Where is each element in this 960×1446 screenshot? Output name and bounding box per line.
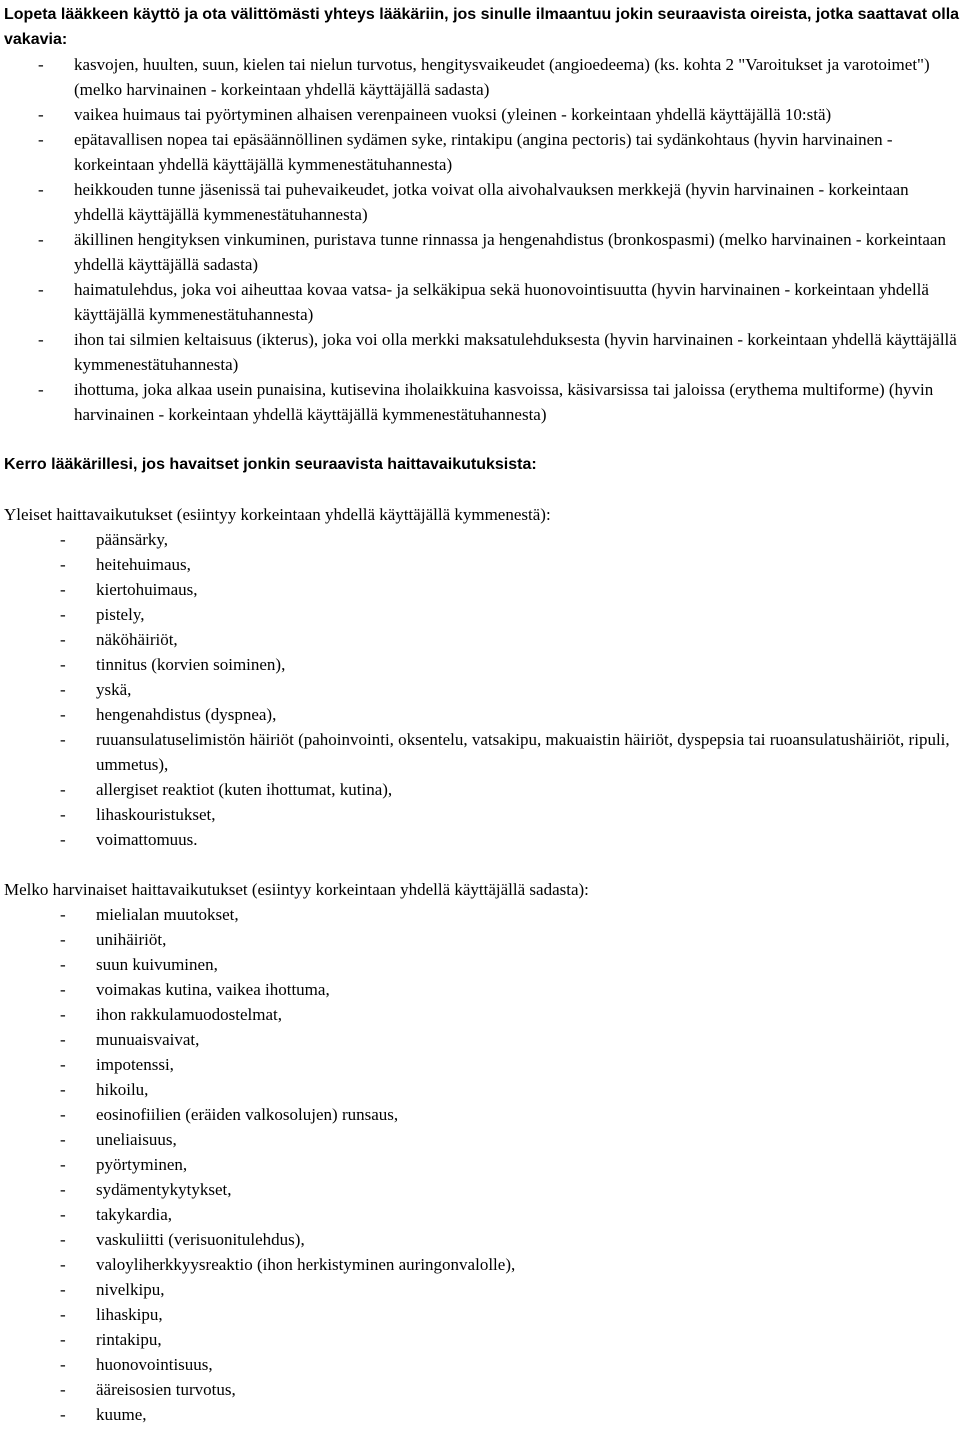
uncommon-side-effects-list [4,902,960,1427]
list-item [4,377,960,427]
list-item-text: heitehuimaus, [96,555,191,574]
list-item [4,777,960,802]
list-item [4,227,960,277]
list-dash: - [60,1355,66,1374]
common-side-effects-list [4,527,960,852]
list-item-text: ääreisosien turvotus, [96,1380,236,1399]
list-dash: - [60,1005,66,1024]
list-item [4,552,960,577]
list-item-text: hengenahdistus (dyspnea), [96,705,277,724]
list-item [4,1302,960,1327]
list-dash: - [60,930,66,949]
list-dash: - [60,680,66,699]
list-item-text: eosinofiilien (eräiden valkosolujen) runsaus, [96,1105,399,1124]
list-item [4,827,960,852]
list-item-text: voimattomuus. [96,830,198,849]
list-dash: - [60,1280,66,1299]
list-dash: - [60,905,66,924]
list-item [4,902,960,927]
list-item-text: munuaisvaivat, [96,1030,200,1049]
list-dash: - [38,230,44,249]
list-dash: - [60,1130,66,1149]
list-dash: - [60,580,66,599]
list-dash: - [60,1330,66,1349]
list-item-text: suun kuivuminen, [96,955,218,974]
list-item-text: impotenssi, [96,1055,174,1074]
list-item [4,1327,960,1352]
list-item [4,1027,960,1052]
list-dash: - [60,1055,66,1074]
list-dash: - [60,1080,66,1099]
list-item [4,977,960,1002]
list-item [4,1277,960,1302]
list-item [4,1127,960,1152]
list-item-text: päänsärky, [96,530,169,549]
list-item [4,1152,960,1177]
list-item-text: hikoilu, [96,1080,149,1099]
list-item [4,1077,960,1102]
list-item-text: tinnitus (korvien soiminen), [96,655,286,674]
list-item [4,1227,960,1252]
list-item-text: ihon rakkulamuodostelmat, [96,1005,283,1024]
list-item [4,677,960,702]
list-item [4,177,960,227]
list-item [4,577,960,602]
list-item-text: rintakipu, [96,1330,162,1349]
common-side-effects-title: Yleiset haittavaikutukset (esiintyy korkeintaan yhdellä käyttäjällä kymmenestä): [4,505,551,524]
list-item [4,627,960,652]
list-dash: - [60,1230,66,1249]
stop-medication-heading: Lopeta lääkkeen käyttö ja ota välittömästi yhteys lääkäriin, jos sinulle ilmaantuu jokin seuraavista oireista, jotka saattavat olla vakavia: [4,6,960,48]
list-item-text: pistely, [96,605,145,624]
list-item-text: haimatulehdus, joka voi aiheuttaa kovaa vatsa- ja selkäkipua sekä huonovointisuutta (hyvin harvinainen - korkeintaan yhdellä käyttäjällä kymmenestätuhannesta) [74,280,929,324]
list-item [4,652,960,677]
list-dash: - [38,180,44,199]
list-item [4,927,960,952]
list-dash: - [60,1205,66,1224]
list-dash: - [60,1305,66,1324]
list-dash: - [60,1380,66,1399]
list-dash: - [60,1255,66,1274]
list-item-text: yskä, [96,680,132,699]
list-dash: - [38,330,44,349]
list-item-text: nivelkipu, [96,1280,165,1299]
list-item-text: vaskuliitti (verisuonitulehdus), [96,1230,305,1249]
list-item-text: uneliaisuus, [96,1130,177,1149]
list-item [4,1377,960,1402]
list-dash: - [60,830,66,849]
list-item-text: ihon tai silmien keltaisuus (ikterus), joka voi olla merkki maksatulehduksesta (hyvin harvinainen - korkeintaan yhdellä käyttäjällä kymmenestätuhannesta) [74,330,957,374]
list-item-text: sydämentykytykset, [96,1180,232,1199]
list-dash: - [38,55,44,74]
list-item [4,702,960,727]
list-item [4,1102,960,1127]
list-dash: - [60,980,66,999]
list-item-text: ihottuma, joka alkaa usein punaisina, kutisevina iholaikkuina kasvoissa, käsivarsissa tai jaloissa (erythema multiforme) (hyvin harvinainen - korkeintaan yhdellä käyttäjällä kymmenestätuhannesta) [74,380,934,424]
list-item-text: allergiset reaktiot (kuten ihottumat, kutina), [96,780,393,799]
list-item [4,952,960,977]
list-dash: - [60,655,66,674]
list-dash: - [38,380,44,399]
list-dash: - [60,780,66,799]
uncommon-side-effects-title: Melko harvinaiset haittavaikutukset (esiintyy korkeintaan yhdellä käyttäjällä sadasta): [4,880,589,899]
list-dash: - [60,730,66,749]
list-item [4,102,960,127]
list-item-text: mielialan muutokset, [96,905,239,924]
list-item-text: huonovointisuus, [96,1355,213,1374]
list-item-text: lihaskipu, [96,1305,163,1324]
serious-symptoms-list [4,52,960,427]
list-dash: - [60,1030,66,1049]
list-item-text: kuume, [96,1405,147,1424]
list-item-text: voimakas kutina, vaikea ihottuma, [96,980,330,999]
list-item [4,602,960,627]
list-item [4,1352,960,1377]
list-dash: - [60,805,66,824]
list-dash: - [38,280,44,299]
list-item [4,52,960,102]
list-dash: - [60,955,66,974]
list-dash: - [60,630,66,649]
list-dash: - [38,130,44,149]
list-dash: - [60,1105,66,1124]
list-item [4,1002,960,1027]
list-dash: - [60,705,66,724]
list-dash: - [60,530,66,549]
list-item [4,527,960,552]
list-item-text: pyörtyminen, [96,1155,188,1174]
list-item-text: kasvojen, huulten, suun, kielen tai nielun turvotus, hengitysvaikeudet (angioedeema) (ks. kohta 2 "Varoitukset ja varotoimet") (melko harvinainen - korkeintaan yhdellä käyttäjällä sadasta) [74,55,930,99]
list-dash: - [60,1405,66,1424]
list-dash: - [60,555,66,574]
list-item [4,1202,960,1227]
list-dash: - [38,105,44,124]
list-item-text: lihaskouristukset, [96,805,216,824]
list-item [4,802,960,827]
list-item-text: epätavallisen nopea tai epäsäännöllinen sydämen syke, rintakipu (angina pectoris) tai sydänkohtaus (hyvin harvinainen - korkeintaan yhdellä käyttäjällä kymmenestätuhannesta) [74,130,893,174]
list-item-text: heikkouden tunne jäsenissä tai puhevaikeudet, jotka voivat olla aivohalvauksen merkkejä (hyvin harvinainen - korkeintaan yhdellä käyttäjällä kymmenestätuhannesta) [74,180,909,224]
list-item-text: valoyliherkkyysreaktio (ihon herkistyminen auringonvalolle), [96,1255,516,1274]
list-dash: - [60,605,66,624]
list-item-text: ruuansulatuselimistön häiriöt (pahoinvointi, oksentelu, vatsakipu, makuaistin häiriöt, dyspepsia tai ruoansulatushäiriöt, ripuli, ummetus), [96,730,950,774]
list-item-text: takykardia, [96,1205,172,1224]
list-dash: - [60,1155,66,1174]
list-item-text: näköhäiriöt, [96,630,178,649]
list-item [4,327,960,377]
list-item [4,727,960,777]
list-item [4,1402,960,1427]
list-item [4,277,960,327]
list-item-text: kiertohuimaus, [96,580,198,599]
list-item-text: unihäiriöt, [96,930,167,949]
list-item-text: vaikea huimaus tai pyörtyminen alhaisen verenpaineen vuoksi (yleinen - korkeintaan yhdellä käyttäjällä 10:stä) [74,105,832,124]
list-item [4,127,960,177]
list-item [4,1252,960,1277]
list-item [4,1052,960,1077]
list-dash: - [60,1180,66,1199]
list-item-text: äkillinen hengityksen vinkuminen, puristava tunne rinnassa ja hengenahdistus (bronkospasmi) (melko harvinainen - korkeintaan yhdellä käyttäjällä sadasta) [74,230,946,274]
list-item [4,1177,960,1202]
report-side-effects-heading: Kerro lääkärillesi, jos havaitset jonkin seuraavista haittavaikutuksista: [4,456,537,473]
